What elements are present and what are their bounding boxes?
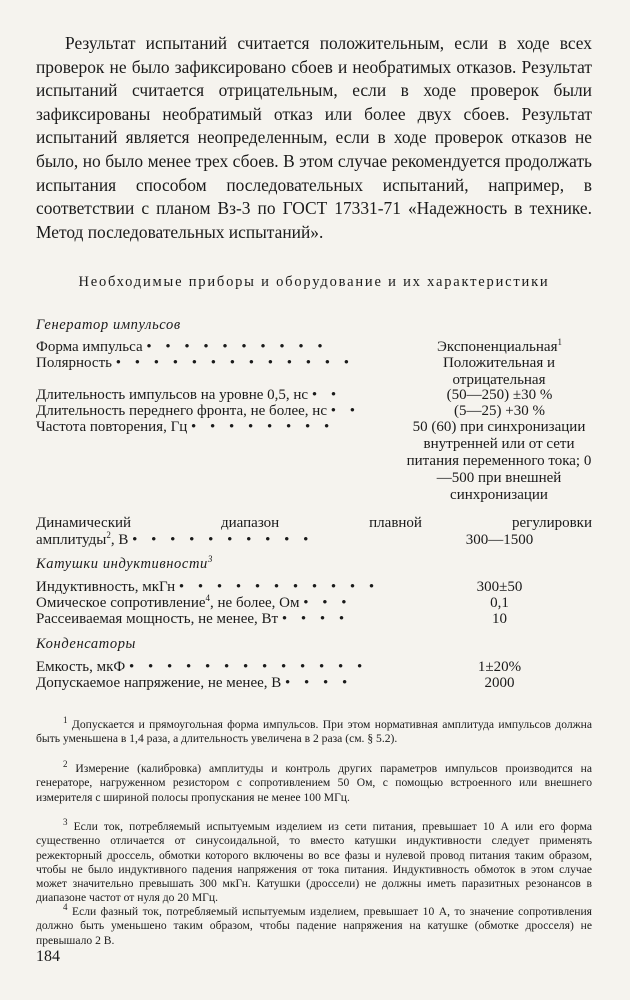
footnote-4: $^4$ Если фазный ток, потребляемый испытуемым изделием, превышает 10 А, то значение сопротивления должно быть уменьшено таким образом, чтобы падение напряжения на катушке (обмотке дросселя) не превышало 2 В. [36, 902, 592, 947]
spec-label-resistance: Омическое сопротивление$^4$, не более, Ом • • • [36, 593, 352, 611]
spec-label-pulse-shape: Форма импульса • • • • • • • • • • [36, 339, 328, 355]
spec-value-capacitance: 1±20% [477, 659, 522, 675]
spec-label-pulse-duration: Длительность импульсов на уровне 0,5, нс • • [36, 387, 342, 403]
spec-value-pulse-duration: (50—250) ±30 % [446, 387, 553, 403]
spec-label-inductance: Индуктивность, мкГн • • • • • • • • • • • [36, 579, 380, 595]
spec-label-polarity: Полярность • • • • • • • • • • • • • [36, 355, 355, 371]
spec-value-repetition-rate: 50 (60) при синхронизации внутренней или от сети питания переменного тока; 0—500 при внешней синхронизации [406, 419, 592, 503]
spec-value-voltage: 2000 [484, 675, 515, 691]
spec-label-capacitance: Емкость, мкФ • • • • • • • • • • • • • [36, 659, 368, 675]
section-title-coils: Катушки индуктивности$^3$ [36, 554, 213, 572]
spec-label-dynamic-range: Динамический диапазон плавной регулировки [36, 515, 592, 531]
page-number: 184 [36, 948, 60, 965]
footnote-1: $^1$ Допускается и прямоугольная форма импульсов. При этом нормативная амплитуда импульсов должна быть уменьшена в 1,4 раза, а длительность увеличена в 2 раза (см. § 5.2). [36, 715, 592, 746]
spec-value-pulse-shape: Экспоненциальная$^1$ [437, 337, 562, 355]
spec-value-rise-time: (5—25) +30 % [454, 403, 545, 419]
spec-value-dynamic-range: 300—1500 [465, 532, 534, 548]
spec-value-resistance: 0,1 [490, 595, 509, 611]
spec-label-repetition-rate: Частота повторения, Гц • • • • • • • • [36, 419, 335, 435]
spec-value-polarity: Положительная и отрицательная [442, 355, 556, 388]
spec-label-dynamic-range-cont: амплитуды$^2$, В • • • • • • • • • • [36, 530, 314, 548]
footnote-3: $^3$ Если ток, потребляемый испытуемым изделием из сети питания, превышает 10 А или его форма существенно отличается от синусоидальной, то вместо катушки индуктивности следует применять режекторный дроссель, обмотки которого включены во все фазы и нулевой провод питания таким образом, чтобы не было индуктивного падения напряжения от тока питания. Индуктивность обмоток в этом случае может значительно превышать 300 мкГн. Катушки (дроссели) не должны иметь паразитных резонансов в диапазоне частот от нуля до 20 МГц. [36, 817, 592, 905]
spec-label-voltage: Допускаемое напряжение, не менее, В • • • • [36, 675, 353, 691]
spec-label-power: Рассеиваемая мощность, не менее, Вт • • • • [36, 611, 350, 627]
spec-value-inductance: 300±50 [476, 579, 523, 595]
footnote-2: $^2$ Измерение (калибровка) амплитуды и контроль других параметров импульсов производится на генераторе, нагруженном резистором с сопротивлением 50 Ом, с помощью встроенного или внешнего измерителя с шириной полосы пропускания не менее 100 МГц. [36, 759, 592, 804]
spec-value-power: 10 [492, 611, 507, 627]
equipment-heading: Необходимые приборы и оборудование и их характеристики [78, 274, 550, 290]
body-paragraph: Результат испытаний считается положительным, если в ходе всех проверок не было зафиксировано сбоев и необратимых отказов. Результат испытаний считается отрицательным, если в ходе проверок были зафиксированы необратимый отказ или более двух сбоев. Результат испытаний является неопределенным, если в ходе проверок отказов не было, но было менее трех сбоев. В этом случае рекомендуется продолжать испытания способом последовательных испытаний, например, в соответствии с планом Вз-3 по ГОСТ 17331-71 «Надежность в технике. Метод последовательных испытаний». [36, 33, 592, 242]
section-title-generator: Генератор импульсов [36, 317, 181, 333]
spec-label-rise-time: Длительность переднего фронта, не более, нс • • [36, 403, 360, 419]
section-title-capacitors: Конденсаторы [36, 636, 136, 652]
